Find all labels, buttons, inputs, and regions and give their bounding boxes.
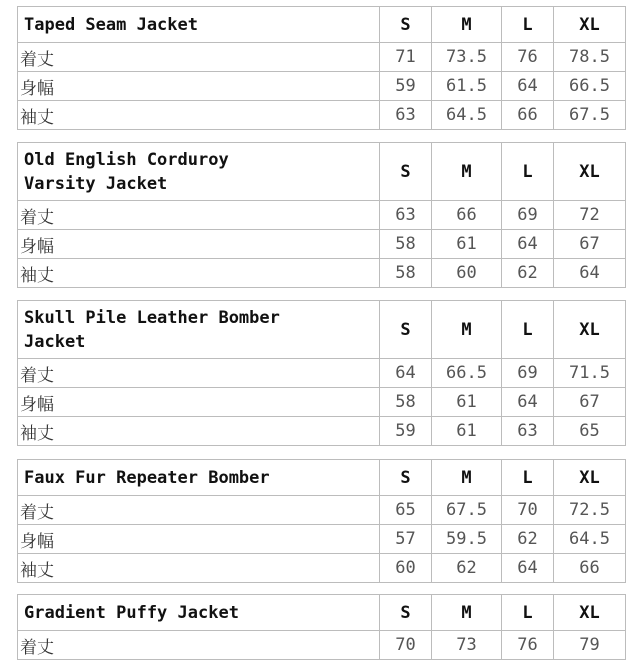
table-header-row [18,143,626,201]
size-header-m: M [432,143,502,201]
cell-value: 60 [432,259,502,288]
row-label: 身幅 [18,230,380,259]
size-header-xl: XL [554,301,626,359]
cell-value: 64.5 [432,101,502,130]
cell-value: 64 [502,554,554,583]
size-header-s: S [380,7,432,43]
row-label: 袖丈 [18,101,380,130]
cell-value: 67.5 [554,101,626,130]
cell-value: 71 [380,43,432,72]
table-header-row [18,301,626,359]
cell-value: 61 [432,417,502,446]
cell-value: 66 [554,554,626,583]
cell-value: 67 [554,230,626,259]
cell-value: 73 [432,631,502,660]
row-label: 身幅 [18,388,380,417]
cell-value: 61 [432,230,502,259]
cell-value: 58 [380,230,432,259]
product-name-line: Old English Corduroy [24,149,229,170]
product-name-line: Taped Seam Jacket [24,14,198,35]
cell-value: 67 [554,388,626,417]
cell-value: 72 [554,201,626,230]
table-row [18,496,626,525]
cell-value: 69 [502,201,554,230]
product-name-line: Varsity Jacket [24,173,168,194]
cell-value: 65 [554,417,626,446]
table-row [18,101,626,130]
cell-value: 67.5 [432,496,502,525]
cell-value: 64 [502,388,554,417]
size-header-l: L [502,460,554,496]
size-header-xl: XL [554,7,626,43]
cell-value: 71.5 [554,359,626,388]
row-label: 袖丈 [18,554,380,583]
cell-value: 66 [502,101,554,130]
cell-value: 61 [432,388,502,417]
size-header-l: L [502,7,554,43]
size-table-skull-pile-leather-bomber-jacket [17,300,626,446]
cell-value: 60 [380,554,432,583]
size-header-s: S [380,595,432,631]
product-name [18,7,380,43]
cell-value: 57 [380,525,432,554]
product-name-line: Jacket [24,331,86,352]
table-row [18,554,626,583]
cell-value: 64 [502,230,554,259]
table-row [18,259,626,288]
cell-value: 66.5 [432,359,502,388]
cell-value: 72.5 [554,496,626,525]
row-label: 着丈 [18,631,380,660]
row-label: 身幅 [18,72,380,101]
size-header-s: S [380,143,432,201]
cell-value: 79 [554,631,626,660]
cell-value: 59 [380,417,432,446]
table-row [18,359,626,388]
cell-value: 63 [380,201,432,230]
size-header-m: M [432,7,502,43]
table-header-row [18,595,626,631]
cell-value: 61.5 [432,72,502,101]
product-name [18,301,380,359]
product-name-line: Gradient Puffy Jacket [24,602,239,623]
cell-value: 58 [380,388,432,417]
product-name [18,460,380,496]
product-name [18,595,380,631]
size-header-s: S [380,301,432,359]
size-header-l: L [502,143,554,201]
size-header-xl: XL [554,143,626,201]
cell-value: 64 [380,359,432,388]
cell-value: 63 [502,417,554,446]
size-header-m: M [432,595,502,631]
row-label: 袖丈 [18,417,380,446]
size-header-l: L [502,301,554,359]
cell-value: 64.5 [554,525,626,554]
table-row [18,72,626,101]
product-name-line: Faux Fur Repeater Bomber [24,467,270,488]
size-table-old-english-corduroy-varsity-jacket [17,142,626,288]
size-header-m: M [432,301,502,359]
cell-value: 70 [502,496,554,525]
product-name-line: Skull Pile Leather Bomber [24,307,280,328]
table-row [18,43,626,72]
row-label: 着丈 [18,43,380,72]
table-row [18,230,626,259]
cell-value: 59 [380,72,432,101]
cell-value: 69 [502,359,554,388]
cell-value: 66.5 [554,72,626,101]
cell-value: 73.5 [432,43,502,72]
cell-value: 78.5 [554,43,626,72]
cell-value: 64 [502,72,554,101]
row-label: 着丈 [18,359,380,388]
size-header-m: M [432,460,502,496]
size-table-faux-fur-repeater-bomber [17,459,626,583]
row-label: 身幅 [18,525,380,554]
size-header-xl: XL [554,460,626,496]
table-header-row [18,460,626,496]
cell-value: 62 [502,259,554,288]
cell-value: 62 [502,525,554,554]
cell-value: 65 [380,496,432,525]
size-header-l: L [502,595,554,631]
cell-value: 59.5 [432,525,502,554]
size-table-gradient-puffy-jacket [17,594,626,660]
table-row [18,417,626,446]
row-label: 着丈 [18,201,380,230]
cell-value: 58 [380,259,432,288]
product-name [18,143,380,201]
size-table-taped-seam-jacket [17,6,626,130]
cell-value: 66 [432,201,502,230]
table-row [18,201,626,230]
cell-value: 64 [554,259,626,288]
size-header-s: S [380,460,432,496]
row-label: 袖丈 [18,259,380,288]
size-header-xl: XL [554,595,626,631]
cell-value: 62 [432,554,502,583]
cell-value: 76 [502,631,554,660]
cell-value: 70 [380,631,432,660]
cell-value: 63 [380,101,432,130]
cell-value: 76 [502,43,554,72]
table-row [18,525,626,554]
table-header-row [18,7,626,43]
table-row [18,631,626,660]
row-label: 着丈 [18,496,380,525]
table-row [18,388,626,417]
